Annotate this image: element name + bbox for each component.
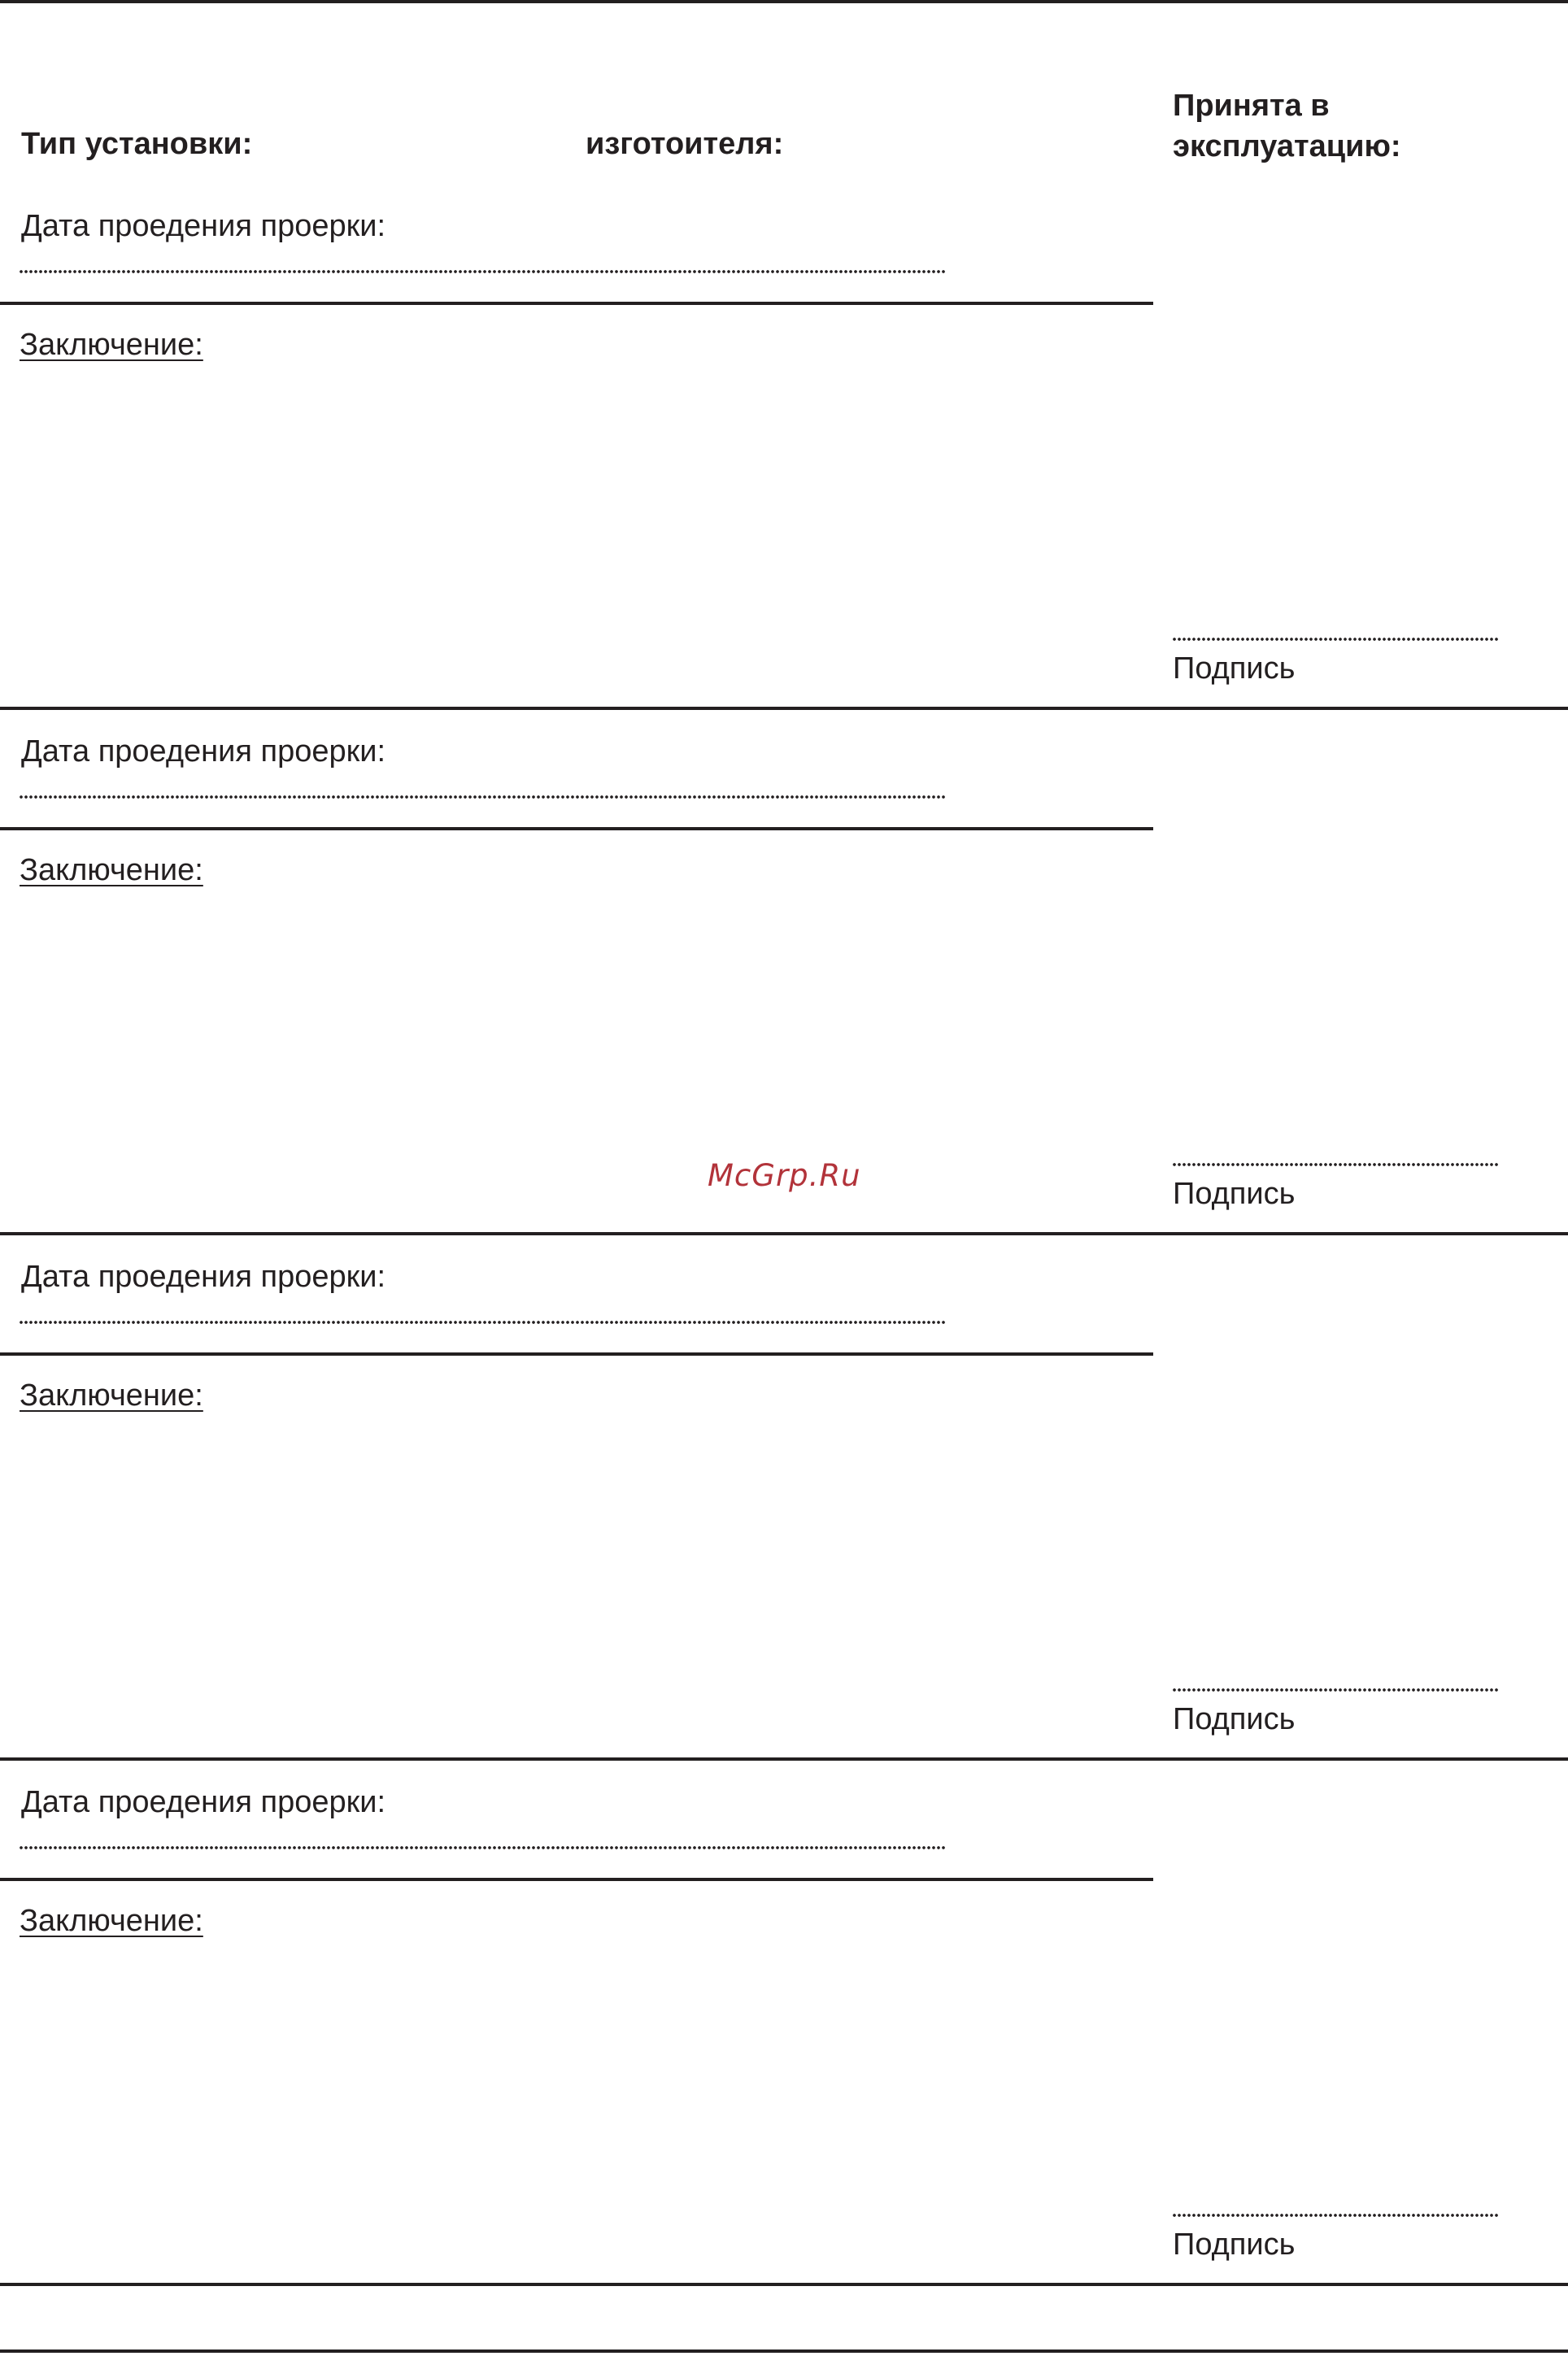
conclusion-label: Заключение: [20, 328, 203, 362]
inspection-date-label: Дата проедения проерки: [21, 209, 386, 243]
signature-dotted-field[interactable] [1173, 1688, 1498, 1692]
signature-dotted-field[interactable] [1173, 1163, 1498, 1166]
manufacturer-label: изготоителя: [586, 127, 784, 161]
bottom-rule [0, 2349, 1568, 2353]
record-separator-rule [0, 2283, 1568, 2286]
top-rule [0, 0, 1568, 3]
installation-type-label: Тип установки: [21, 127, 253, 161]
inspection-date-dotted-field[interactable] [20, 795, 947, 799]
signature-label: Подпись [1173, 1702, 1296, 1736]
inspection-date-dotted-field[interactable] [20, 270, 947, 273]
date-section-rule [0, 302, 1153, 305]
conclusion-label: Заключение: [20, 1378, 203, 1413]
signature-label: Подпись [1173, 651, 1296, 686]
signature-dotted-field[interactable] [1173, 2214, 1498, 2217]
date-section-rule [0, 1352, 1153, 1356]
signature-label: Подпись [1173, 1177, 1296, 1211]
inspection-date-dotted-field[interactable] [20, 1321, 947, 1324]
accepted-into-operation-label: Принята в эксплуатацию: [1173, 89, 1401, 163]
inspection-date-label: Дата проедения проерки: [21, 734, 386, 769]
record-separator-rule [0, 1232, 1568, 1235]
record-separator-rule [0, 1757, 1568, 1761]
inspection-date-dotted-field[interactable] [20, 1846, 947, 1849]
date-section-rule [0, 1878, 1153, 1881]
record-separator-rule [0, 707, 1568, 710]
signature-dotted-field[interactable] [1173, 638, 1498, 641]
signature-label: Подпись [1173, 2228, 1296, 2262]
inspection-date-label: Дата проедения проерки: [21, 1785, 386, 1819]
conclusion-label: Заключение: [20, 853, 203, 887]
date-section-rule [0, 827, 1153, 830]
watermark-text: McGrp.Ru [708, 1158, 861, 1193]
conclusion-label: Заключение: [20, 1904, 203, 1938]
inspection-date-label: Дата проедения проерки: [21, 1260, 386, 1294]
